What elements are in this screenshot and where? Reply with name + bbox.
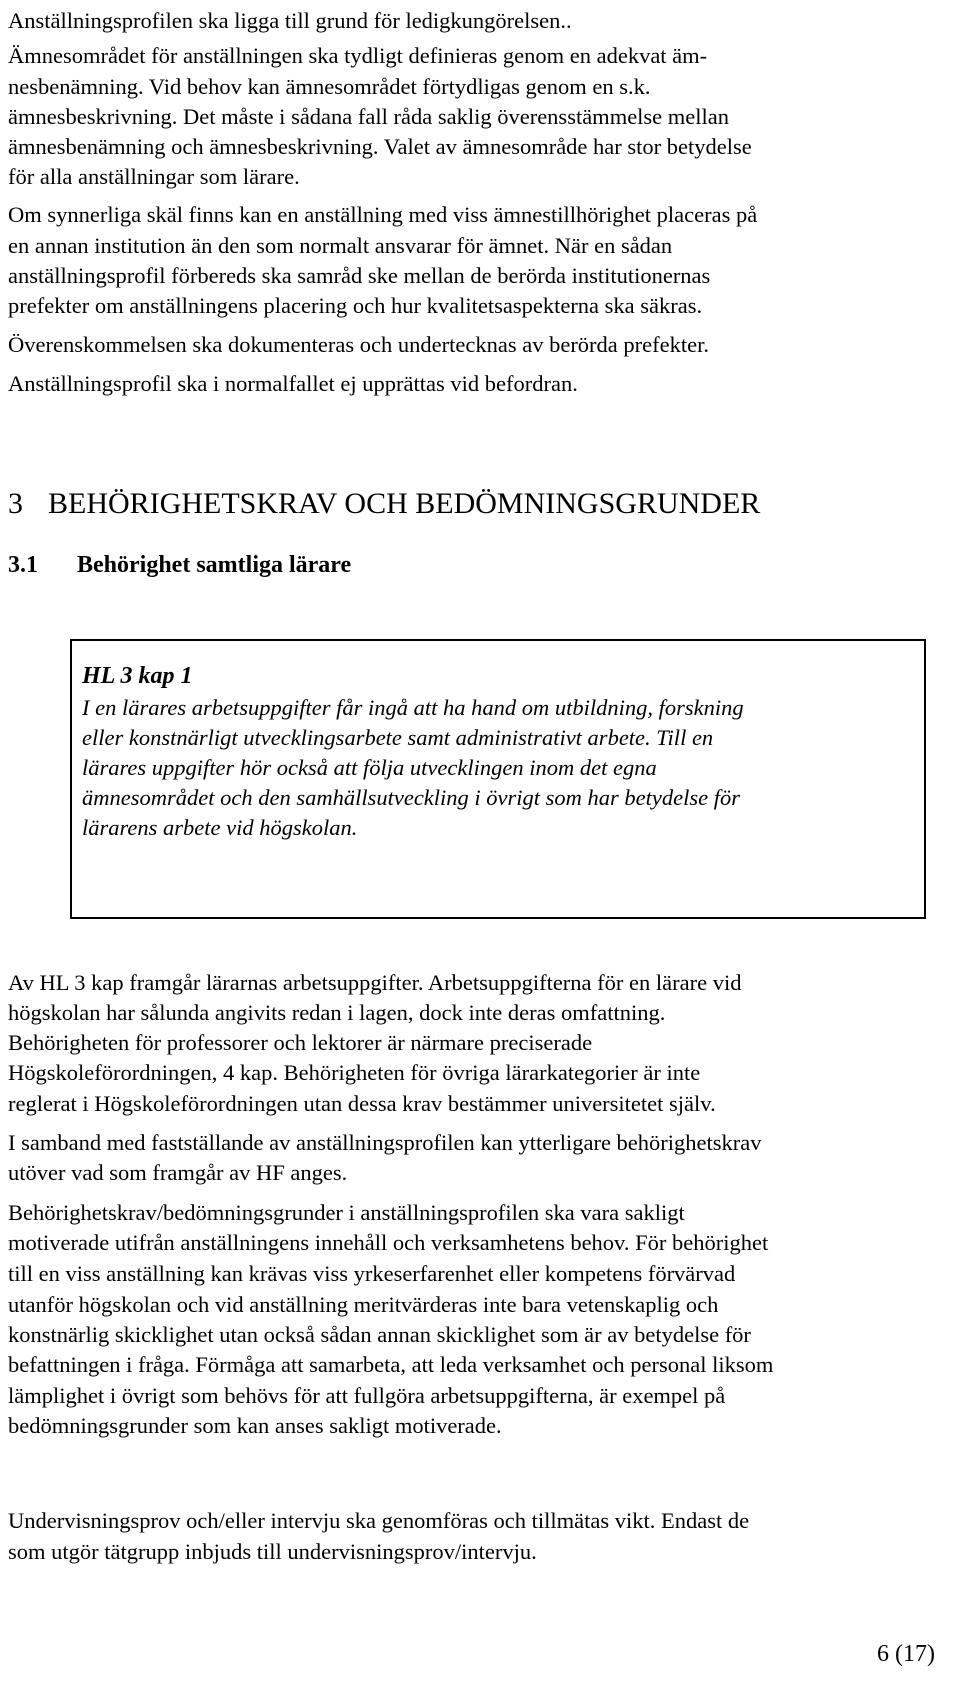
text-line: motiverade utifrån anställningens innehåll och verksamhetens behov. För behörighet bbox=[8, 1230, 769, 1255]
text-line: för alla anställningar som lärare. bbox=[8, 164, 300, 189]
text-line: Undervisningsprov och/eller intervju ska genomföras och tillmätas vikt. Endast de bbox=[8, 1508, 750, 1533]
page-number: 6 (17) bbox=[877, 1641, 935, 1667]
law-quote-line: lärarens arbete vid högskolan. bbox=[82, 815, 358, 840]
paragraph-befordran: Anställningsprofil ska i normalfallet ej upprättas vid befordran. bbox=[8, 371, 578, 396]
text-line: Anställningsprofilen ska ligga till grund för ledigkungörelsen.. bbox=[8, 8, 572, 33]
text-line: anställningsprofil förbereds ska samråd ske mellan de berörda institutionernas bbox=[8, 263, 711, 288]
paragraph-overenskommelse: Överenskommelsen ska dokumenteras och undertecknas av berörda prefekter. bbox=[8, 332, 709, 357]
text-line: Av HL 3 kap framgår lärarnas arbetsuppgifter. Arbetsuppgifterna för en lärare vid bbox=[8, 970, 742, 995]
text-line: Ämnesområdet för anställningen ska tydligt definieras genom en adekvat äm- bbox=[8, 43, 708, 68]
subsection-title: Behörighet samtliga lärare bbox=[77, 552, 352, 578]
text-line: Behörighetskrav/bedömningsgrunder i anställningsprofilen ska vara sakligt bbox=[8, 1200, 685, 1225]
text-line: reglerat i Högskoleförordningen utan dessa krav bestämmer universitetet själv. bbox=[8, 1091, 716, 1116]
subsection-heading bbox=[8, 549, 351, 581]
text-line: lämplighet i övrigt som behövs för att fullgöra arbetsuppgifterna, är exempel på bbox=[8, 1383, 726, 1408]
subsection-number: 3.1 bbox=[8, 552, 38, 578]
text-line: utanför högskolan och vid anställning meritvärderas inte bara vetenskaplig och bbox=[8, 1292, 719, 1317]
text-line: befattningen i fråga. Förmåga att samarbeta, att leda verksamhet och personal liksom bbox=[8, 1352, 774, 1377]
law-quote-line: I en lärares arbetsuppgifter får ingå att ha hand om utbildning, forskning bbox=[82, 695, 744, 720]
text-line: högskolan har sålunda angivits redan i lagen, dock inte deras omfattning. bbox=[8, 1000, 666, 1025]
text-line: ämnesbenämning och ämnesbeskrivning. Valet av ämnesområde har stor betydelse bbox=[8, 134, 752, 159]
law-quote-title: HL 3 kap 1 bbox=[82, 663, 193, 689]
text-line: Om synnerliga skäl finns kan en anställning med viss ämnestillhörighet placeras på bbox=[8, 202, 758, 227]
law-quote-line: eller konstnärligt utvecklingsarbete samt administrativt arbete. Till en bbox=[82, 725, 714, 750]
section-heading bbox=[8, 484, 760, 524]
text-line: Behörigheten för professorer och lektorer är närmare preciserade bbox=[8, 1030, 593, 1055]
text-line: nesbenämning. Vid behov kan ämnesområdet förtydligas genom en s.k. bbox=[8, 74, 651, 99]
text-line: bedömningsgrunder som kan anses sakligt motiverade. bbox=[8, 1413, 502, 1438]
text-line: utöver vad som framgår av HF anges. bbox=[8, 1160, 348, 1185]
law-quote-line: lärares uppgifter hör också att följa utvecklingen inom det egna bbox=[82, 755, 657, 780]
text-line: en annan institution än den som normalt ansvarar för ämnet. När en sådan bbox=[8, 233, 673, 258]
text-line: som utgör tätgrupp inbjuds till undervisningsprov/intervju. bbox=[8, 1539, 537, 1564]
paragraph-ledigkungorelse bbox=[8, 5, 572, 37]
section-number: 3 bbox=[8, 487, 23, 520]
text-line: ämnesbeskrivning. Det måste i sådana fall råda saklig överensstämmelse mellan bbox=[8, 104, 730, 129]
text-line: prefekter om anställningens placering och hur kvalitetsaspekterna ska säkras. bbox=[8, 293, 703, 318]
text-line: konstnärlig skicklighet utan också sådan annan skicklighet som är av betydelse för bbox=[8, 1322, 751, 1347]
text-line: till en viss anställning kan krävas viss yrkeserfarenhet eller kompetens förvärvad bbox=[8, 1261, 736, 1286]
section-title: BEHÖRIGHETSKRAV OCH BEDÖMNINGSGRUNDER bbox=[48, 487, 761, 520]
text-line: Högskoleförordningen, 4 kap. Behörigheten för övriga lärarkategorier är inte bbox=[8, 1060, 701, 1085]
text-line: I samband med fastställande av anställningsprofilen kan ytterligare behörighetskrav bbox=[8, 1130, 762, 1155]
law-quote-line: ämnesområdet och den samhällsutveckling i övrigt som har betydelse för bbox=[82, 785, 741, 810]
